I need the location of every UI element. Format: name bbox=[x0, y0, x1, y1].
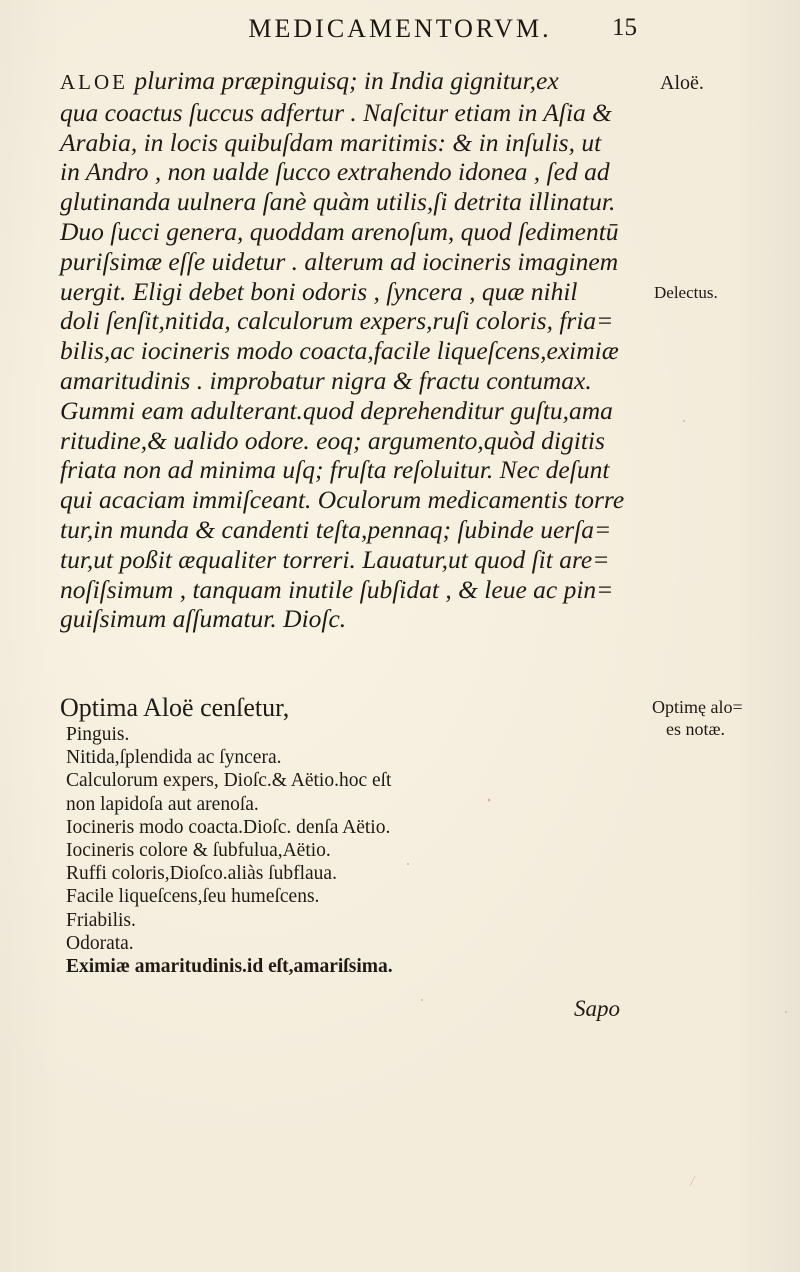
text-line: Duo ſucci genera, quoddam arenoſum, quod ſedimentū bbox=[60, 216, 619, 246]
list-item: Nitida,ſplendida ac ſyncera. bbox=[66, 747, 282, 769]
list-item: Ruffi coloris,Dioſco.aliàs ſubflaua. bbox=[66, 863, 337, 885]
text-line: tur,in munda & candenti teſta,pennaq; ſubinde uerſa= bbox=[60, 514, 612, 544]
text-line: ritudine,& ualido odore. eoq; argumento,quòd digitis bbox=[60, 425, 605, 455]
text-line: puriſsimæ eſſe uidetur . alterum ad iocineris imaginem bbox=[60, 246, 619, 276]
list-item: Calculorum expers, Dioſc.& Aëtio.hoc eſt bbox=[66, 770, 392, 792]
margin-note-notae: es notæ. bbox=[666, 719, 726, 739]
margin-note-delectus: Delectus. bbox=[654, 283, 718, 302]
main-text bbox=[60, 66, 640, 634]
list-item: Friabilis. bbox=[66, 909, 136, 931]
text-line: tur,ut poßit æqualiter torreri. Lauatur,ut quod ſit are= bbox=[60, 544, 610, 574]
text-line: ALOE plurima præpinguisq; in India gignitur,ex bbox=[60, 66, 559, 95]
text-line: bilis,ac iocineris modo coacta,facile liqueſcens,eximiæ bbox=[60, 336, 619, 366]
list-item: Iocineris modo coacta.Dioſc. denſa Aëtio. bbox=[66, 816, 391, 838]
page-number: 15 bbox=[612, 14, 637, 41]
list-item: Eximiæ amaritudinis.id eſt,amariſsima. bbox=[66, 956, 393, 978]
text-line: glutinanda uulnera ſanè quàm utilis,ſi detrita illinatur. bbox=[60, 187, 616, 217]
list-item: non lapidoſa aut arenoſa. bbox=[66, 793, 259, 815]
margin-note-optimae: Optimę alo= bbox=[652, 697, 743, 717]
margin-note-aloe: Aloë. bbox=[660, 72, 704, 94]
summary-list bbox=[60, 693, 630, 978]
running-head: MEDICAMENTORVM. bbox=[248, 14, 552, 43]
text-line: qua coactus ſuccus adfertur . Naſcitur etiam in Aſia & bbox=[60, 97, 612, 127]
text-line: Arabia, in locis quibuſdam maritimis: & in inſulis, ut bbox=[60, 127, 602, 157]
text-line: doli ſenſit,nitida, calculorum expers,ruſi coloris, fria= bbox=[60, 306, 614, 336]
list-item: Odorata. bbox=[66, 932, 134, 954]
text-line: guiſsimum aſſumatur. Dioſc. bbox=[60, 604, 347, 634]
text-line: amaritudinis . improbatur nigra & fractu contumax. bbox=[60, 365, 592, 395]
list-item: Pinguis. bbox=[66, 724, 130, 745]
list-item: Facile liqueſcens,ſeu humeſcens. bbox=[66, 886, 320, 908]
catchword: Sapo bbox=[574, 996, 620, 1021]
text-line: Gummi eam adulterant.quod deprehenditur guſtu,ama bbox=[60, 395, 613, 425]
text-line: friata non ad minima uſq; fruſta reſoluitur. Nec deſunt bbox=[60, 455, 610, 485]
list-item: Iocineris colore & ſubfulua,Aëtio. bbox=[66, 840, 331, 862]
text-line: noſiſsimum , tanquam inutile ſubſidat , & leue ac pin= bbox=[60, 574, 614, 604]
text-line: qui acaciam immiſceant. Oculorum medicamentis torre bbox=[60, 485, 625, 515]
summary-heading: Optima Aloë cenſetur, bbox=[60, 693, 290, 722]
text-line: uergit. Eligi debet boni odoris , ſyncera , quæ nihil bbox=[60, 276, 578, 306]
lemma: ALOE bbox=[60, 70, 128, 94]
text-line: in Andro , non ualde ſucco extrahendo idonea , ſed ad bbox=[60, 157, 610, 187]
